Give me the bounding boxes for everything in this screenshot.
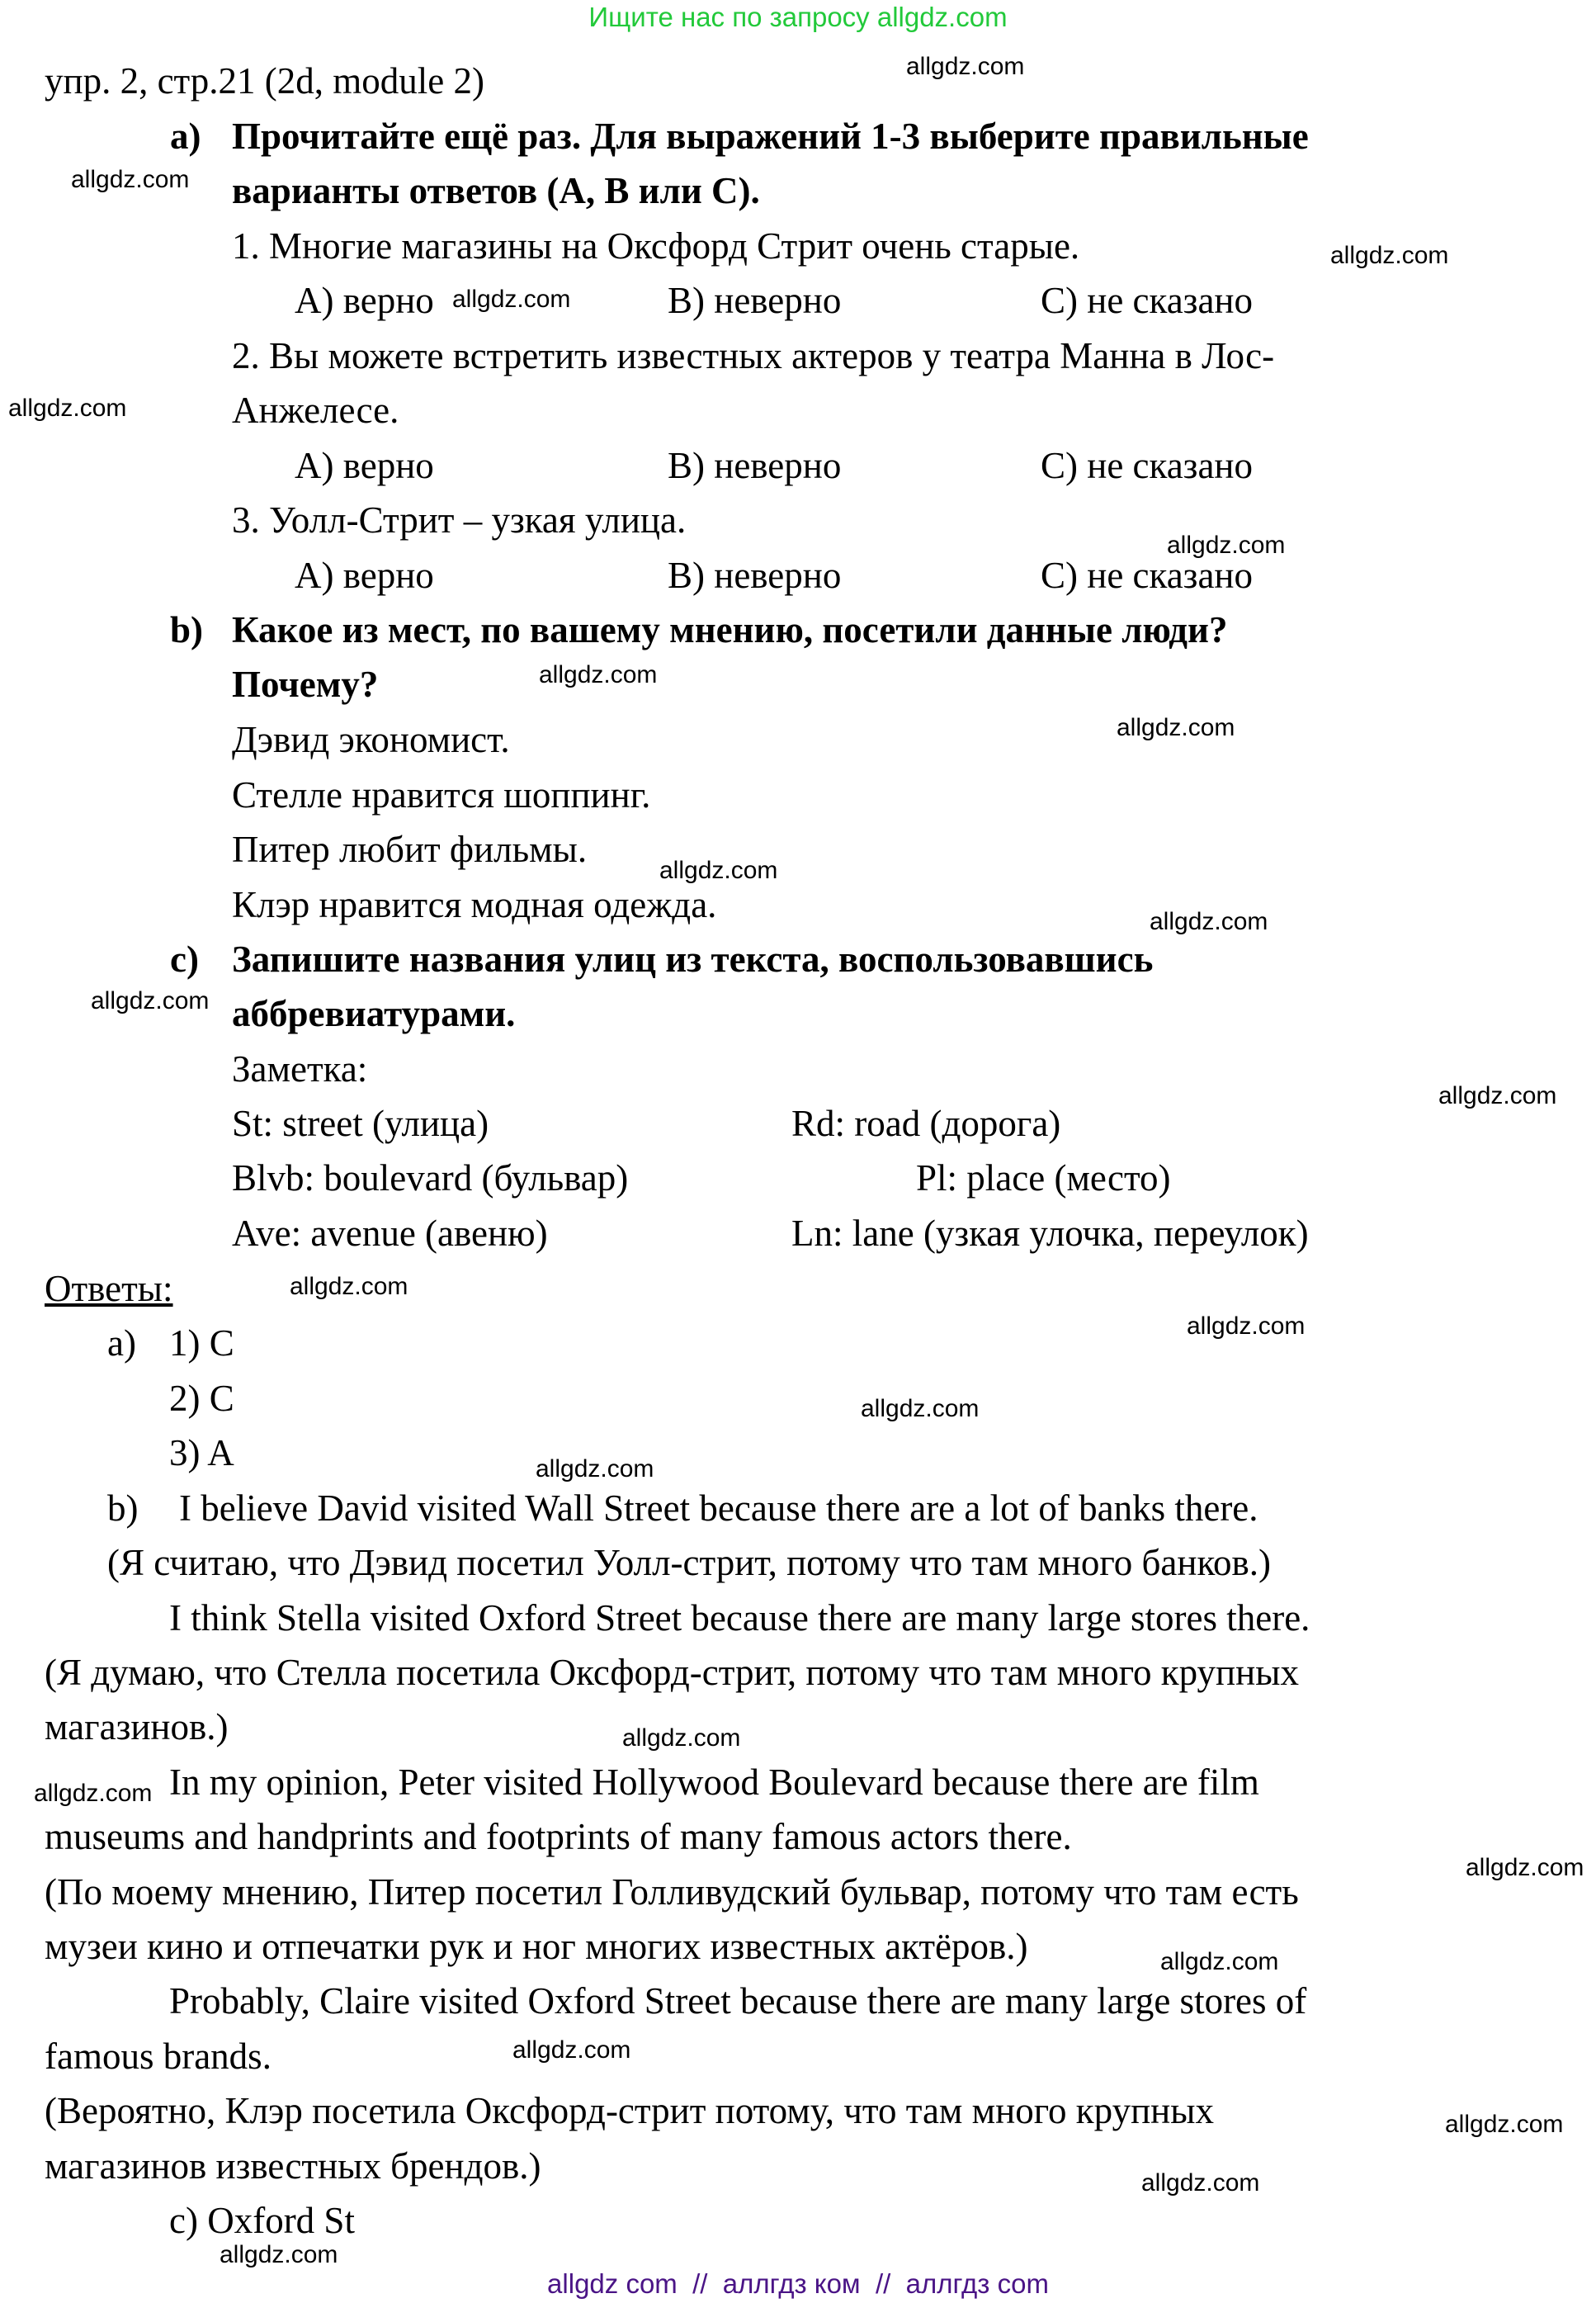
watermark: allgdz.com [290,1273,408,1300]
task-c-line1: Запишите названия улиц из текста, воспользовавшись [232,939,1154,980]
note-ln: Ln: lane (узкая улочка, переулок) [791,1213,1309,1254]
answer-b-line: museums and handprints and footprints of many famous actors there. [45,1816,1072,1857]
task-c-line2: аббревиатурами. [232,993,516,1034]
watermark: allgdz.com [512,2036,631,2064]
answer-a-1: 1) C [169,1322,234,1364]
task-a-marker: a) [170,116,201,157]
watermark: allgdz.com [1167,532,1286,559]
header-banner[interactable]: Ищите нас по запросу allgdz.com [588,2,1008,32]
answers-b-marker: b) [107,1487,139,1529]
q2-option-b: B) неверно [668,445,842,486]
q1-option-a: A) верно [295,280,434,321]
q3-option-c: C) не сказано [1041,555,1254,596]
q3-option-b: B) неверно [668,555,842,596]
watermark: allgdz.com [1330,242,1449,269]
watermark: allgdz.com [8,395,127,422]
person-peter: Питер любит фильмы. [232,829,588,870]
answer-b-line: (По моему мнению, Питер посетил Голливудский бульвар, потому что там есть [45,1871,1299,1913]
question-1: 1. Многие магазины на Оксфорд Стрит очень старые. [232,225,1080,267]
q2-option-c: C) не сказано [1041,445,1254,486]
answers-label: Ответы: [45,1268,173,1309]
watermark: allgdz.com [539,661,658,688]
watermark: allgdz.com [622,1724,741,1752]
watermark: allgdz.com [1117,714,1235,741]
question-2: 2. Вы можете встретить известных актеров у театра Манна в Лос- [232,335,1275,376]
person-claire: Клэр нравится модная одежда. [232,884,717,925]
watermark: allgdz.com [1160,1948,1279,1975]
task-b-line1: Какое из мест, по вашему мнению, посетили данные люди? [232,609,1228,650]
answer-b-line: музеи кино и отпечатки рук и ног многих известных актёров.) [45,1926,1028,1967]
answer-b-line: (Вероятно, Клэр посетила Оксфорд-стрит потому, что там много крупных [45,2090,1214,2131]
answer-b-line: (Я думаю, что Стелла посетила Оксфорд-стрит, потому что там много крупных [45,1652,1299,1693]
note-blvd: Blvb: boulevard (бульвар) [232,1157,629,1199]
watermark: allgdz.com [91,987,210,1014]
task-c-marker: c) [170,939,199,980]
watermark: allgdz.com [861,1395,980,1422]
answer-b-line: I think Stella visited Oxford Street because there are many large stores there. [169,1597,1310,1639]
answer-b-line: I believe David visited Wall Street because there are a lot of banks there. [179,1487,1258,1529]
answer-b-line: famous brands. [45,2036,272,2077]
question-2-cont: Анжелесе. [232,390,399,431]
answer-b-line: In my opinion, Peter visited Hollywood Boulevard because there are film [169,1762,1259,1803]
task-b-line2: Почему? [232,664,379,705]
q2-option-a: A) верно [295,445,434,486]
answer-c: c) Oxford St [169,2200,355,2241]
question-3: 3. Уолл-Стрит – узкая улица. [232,499,687,541]
task-b-marker: b) [170,609,204,650]
note-ave: Ave: avenue (авеню) [232,1213,548,1254]
watermark: allgdz.com [1187,1312,1306,1340]
answer-b-line: (Я считаю, что Дэвид посетил Уолл-стрит, потому что там много банков.) [107,1542,1272,1583]
answer-a-3: 3) A [169,1432,234,1473]
answer-b-line: Probably, Claire visited Oxford Street because there are many large stores of [169,1980,1307,2022]
watermark: allgdz.com [220,2241,338,2268]
note-label: Заметка: [232,1048,368,1090]
answer-a-2: 2) C [169,1378,234,1419]
watermark: allgdz.com [1438,1082,1557,1109]
note-pl: Pl: place (место) [916,1157,1171,1199]
watermark: allgdz.com [1445,2111,1564,2138]
watermark: allgdz.com [71,166,190,193]
watermark: allgdz.com [34,1780,153,1807]
watermark: allgdz.com [536,1455,654,1483]
q1-option-c: C) не сказано [1041,280,1254,321]
note-rd: Rd: road (дорога) [791,1103,1061,1144]
page-title: упр. 2, стр.21 (2d, module 2) [45,60,484,102]
answers-a-marker: a) [107,1322,136,1364]
footer-links[interactable]: allgdz com // аллгдз ком // аллгдз com [547,2268,1049,2299]
task-a-line2: варианты ответов (A, B или C). [232,170,760,211]
watermark: allgdz.com [906,53,1025,80]
watermark: allgdz.com [452,286,571,313]
note-st: St: street (улица) [232,1103,489,1144]
watermark: allgdz.com [1150,908,1268,935]
person-stella: Стелле нравится шоппинг. [232,774,651,816]
answer-b-line: магазинов известных брендов.) [45,2145,541,2187]
answer-b-line: магазинов.) [45,1706,229,1747]
watermark: allgdz.com [1141,2169,1260,2197]
task-a-line1: Прочитайте ещё раз. Для выражений 1-3 выберите правильные [232,116,1309,157]
person-david: Дэвид экономист. [232,719,510,760]
q1-option-b: B) неверно [668,280,842,321]
q3-option-a: A) верно [295,555,434,596]
watermark: allgdz.com [1466,1854,1584,1881]
watermark: allgdz.com [659,857,778,884]
